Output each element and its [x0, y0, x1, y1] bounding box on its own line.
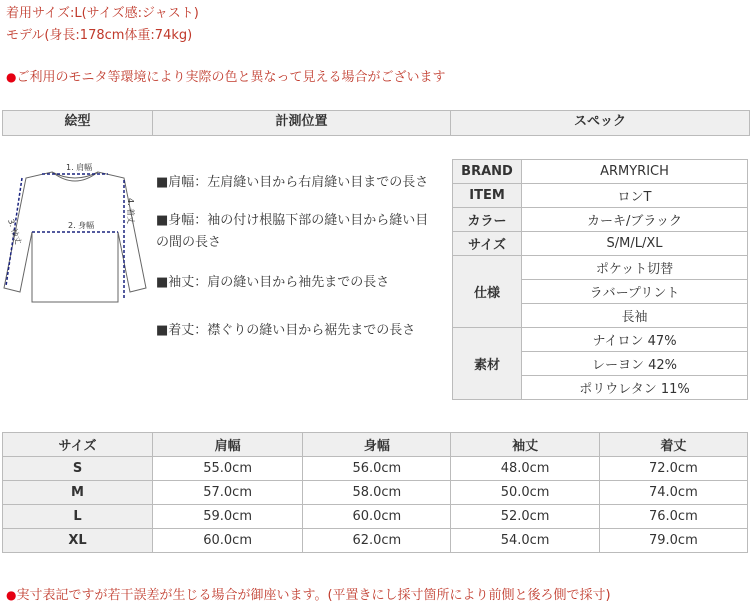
spec-row-feature — [453, 256, 748, 280]
notice-bullet-icon: ● — [6, 70, 17, 84]
spec-row-item — [453, 184, 748, 208]
spec-key: サイズ — [453, 232, 522, 256]
size-cell: M — [3, 481, 153, 505]
size-cell: XL — [3, 529, 153, 553]
measure-cell: 50.0cm — [451, 481, 599, 505]
spec-value: ラバープリント — [522, 280, 748, 304]
size-cell: S — [3, 457, 153, 481]
header-pattern: 絵型 — [3, 111, 153, 135]
header-measure-position: 計測位置 — [153, 111, 451, 135]
spec-row-color — [453, 208, 748, 232]
measure-cell: 55.0cm — [153, 457, 303, 481]
diagram-label-shoulder: 1. 肩幅 — [66, 163, 93, 172]
spec-value: ポケット切替 — [522, 256, 748, 280]
spec-key: BRAND — [453, 160, 522, 184]
spec-value: レーヨン 42% — [522, 352, 748, 376]
spec-row-size — [453, 232, 748, 256]
spec-key: ITEM — [453, 184, 522, 208]
measure-cell: 58.0cm — [303, 481, 451, 505]
size-table — [2, 432, 748, 553]
garment-diagram — [0, 150, 152, 320]
spec-value: 長袖 — [522, 304, 748, 328]
size-col-header: サイズ — [3, 433, 153, 457]
spec-table — [452, 159, 748, 400]
spec-key: カラー — [453, 208, 522, 232]
size-col-header: 身幅 — [303, 433, 451, 457]
measure-cell: 79.0cm — [599, 529, 747, 553]
measure-cell: 74.0cm — [599, 481, 747, 505]
model-body-line: モデル(身長:178cm体重:74kg) — [6, 28, 193, 43]
measure-length: ■着丈：襟ぐりの縫い目から裾先までの長さ — [156, 323, 416, 338]
table-row — [3, 529, 748, 553]
spec-key: 仕様 — [453, 256, 522, 328]
spec-row-material — [453, 328, 748, 352]
measure-cell: 60.0cm — [153, 529, 303, 553]
spec-value: ロンT — [522, 184, 748, 208]
measure-cell: 57.0cm — [153, 481, 303, 505]
measure-chest-1: ■身幅：袖の付け根脇下部の縫い目から縫い目 — [156, 213, 429, 228]
color-notice — [6, 66, 446, 85]
measurement-note-text: 実寸表記ですが若干誤差が生じる場合が御座います。(平置きにし採寸箇所により前側と後ろ側で採寸) — [16, 588, 611, 603]
spec-value: ポリウレタン 11% — [522, 376, 748, 400]
measure-sleeve: ■袖丈：肩の縫い目から袖先までの長さ — [156, 275, 390, 290]
spec-value: ARMYRICH — [522, 160, 748, 184]
spec-row-brand — [453, 160, 748, 184]
measure-cell: 48.0cm — [451, 457, 599, 481]
diagram-label-length: 4. 着丈 — [126, 198, 135, 225]
header-spec: スペック — [573, 114, 626, 129]
measure-shoulder: ■肩幅：左肩縫い目から右肩縫い目までの長さ — [156, 175, 429, 190]
measure-chest-2: の間の長さ — [156, 235, 222, 250]
size-col-header: 袖丈 — [451, 433, 599, 457]
diagram-label-chest: 2. 身幅 — [68, 221, 95, 230]
size-col-header: 着丈 — [599, 433, 747, 457]
color-notice-text: ご利用のモニタ等環境により実際の色と異なって見える場合がございます — [16, 70, 446, 85]
spec-value: ナイロン 47% — [522, 328, 748, 352]
size-cell: L — [3, 505, 153, 529]
measure-cell: 59.0cm — [153, 505, 303, 529]
diagram-label-sleeve: 3. 袖丈 — [6, 217, 23, 246]
measure-cell: 62.0cm — [303, 529, 451, 553]
measure-cell: 52.0cm — [451, 505, 599, 529]
size-table-header — [3, 433, 748, 457]
measurement-note — [6, 584, 611, 603]
measure-cell: 72.0cm — [599, 457, 747, 481]
measure-cell: 60.0cm — [303, 505, 451, 529]
section-header — [2, 110, 750, 136]
measure-cell: 54.0cm — [451, 529, 599, 553]
spec-key: 素材 — [453, 328, 522, 400]
measure-cell: 76.0cm — [599, 505, 747, 529]
spec-value: カーキ/ブラック — [522, 208, 748, 232]
table-row — [3, 505, 748, 529]
spec-value: S/M/L/XL — [522, 232, 748, 256]
measure-cell: 56.0cm — [303, 457, 451, 481]
note-bullet-icon: ● — [6, 588, 17, 602]
table-row — [3, 457, 748, 481]
model-size-line: 着用サイズ:L(サイズ感:ジャスト) — [6, 6, 199, 21]
size-col-header: 肩幅 — [153, 433, 303, 457]
table-row — [3, 481, 748, 505]
